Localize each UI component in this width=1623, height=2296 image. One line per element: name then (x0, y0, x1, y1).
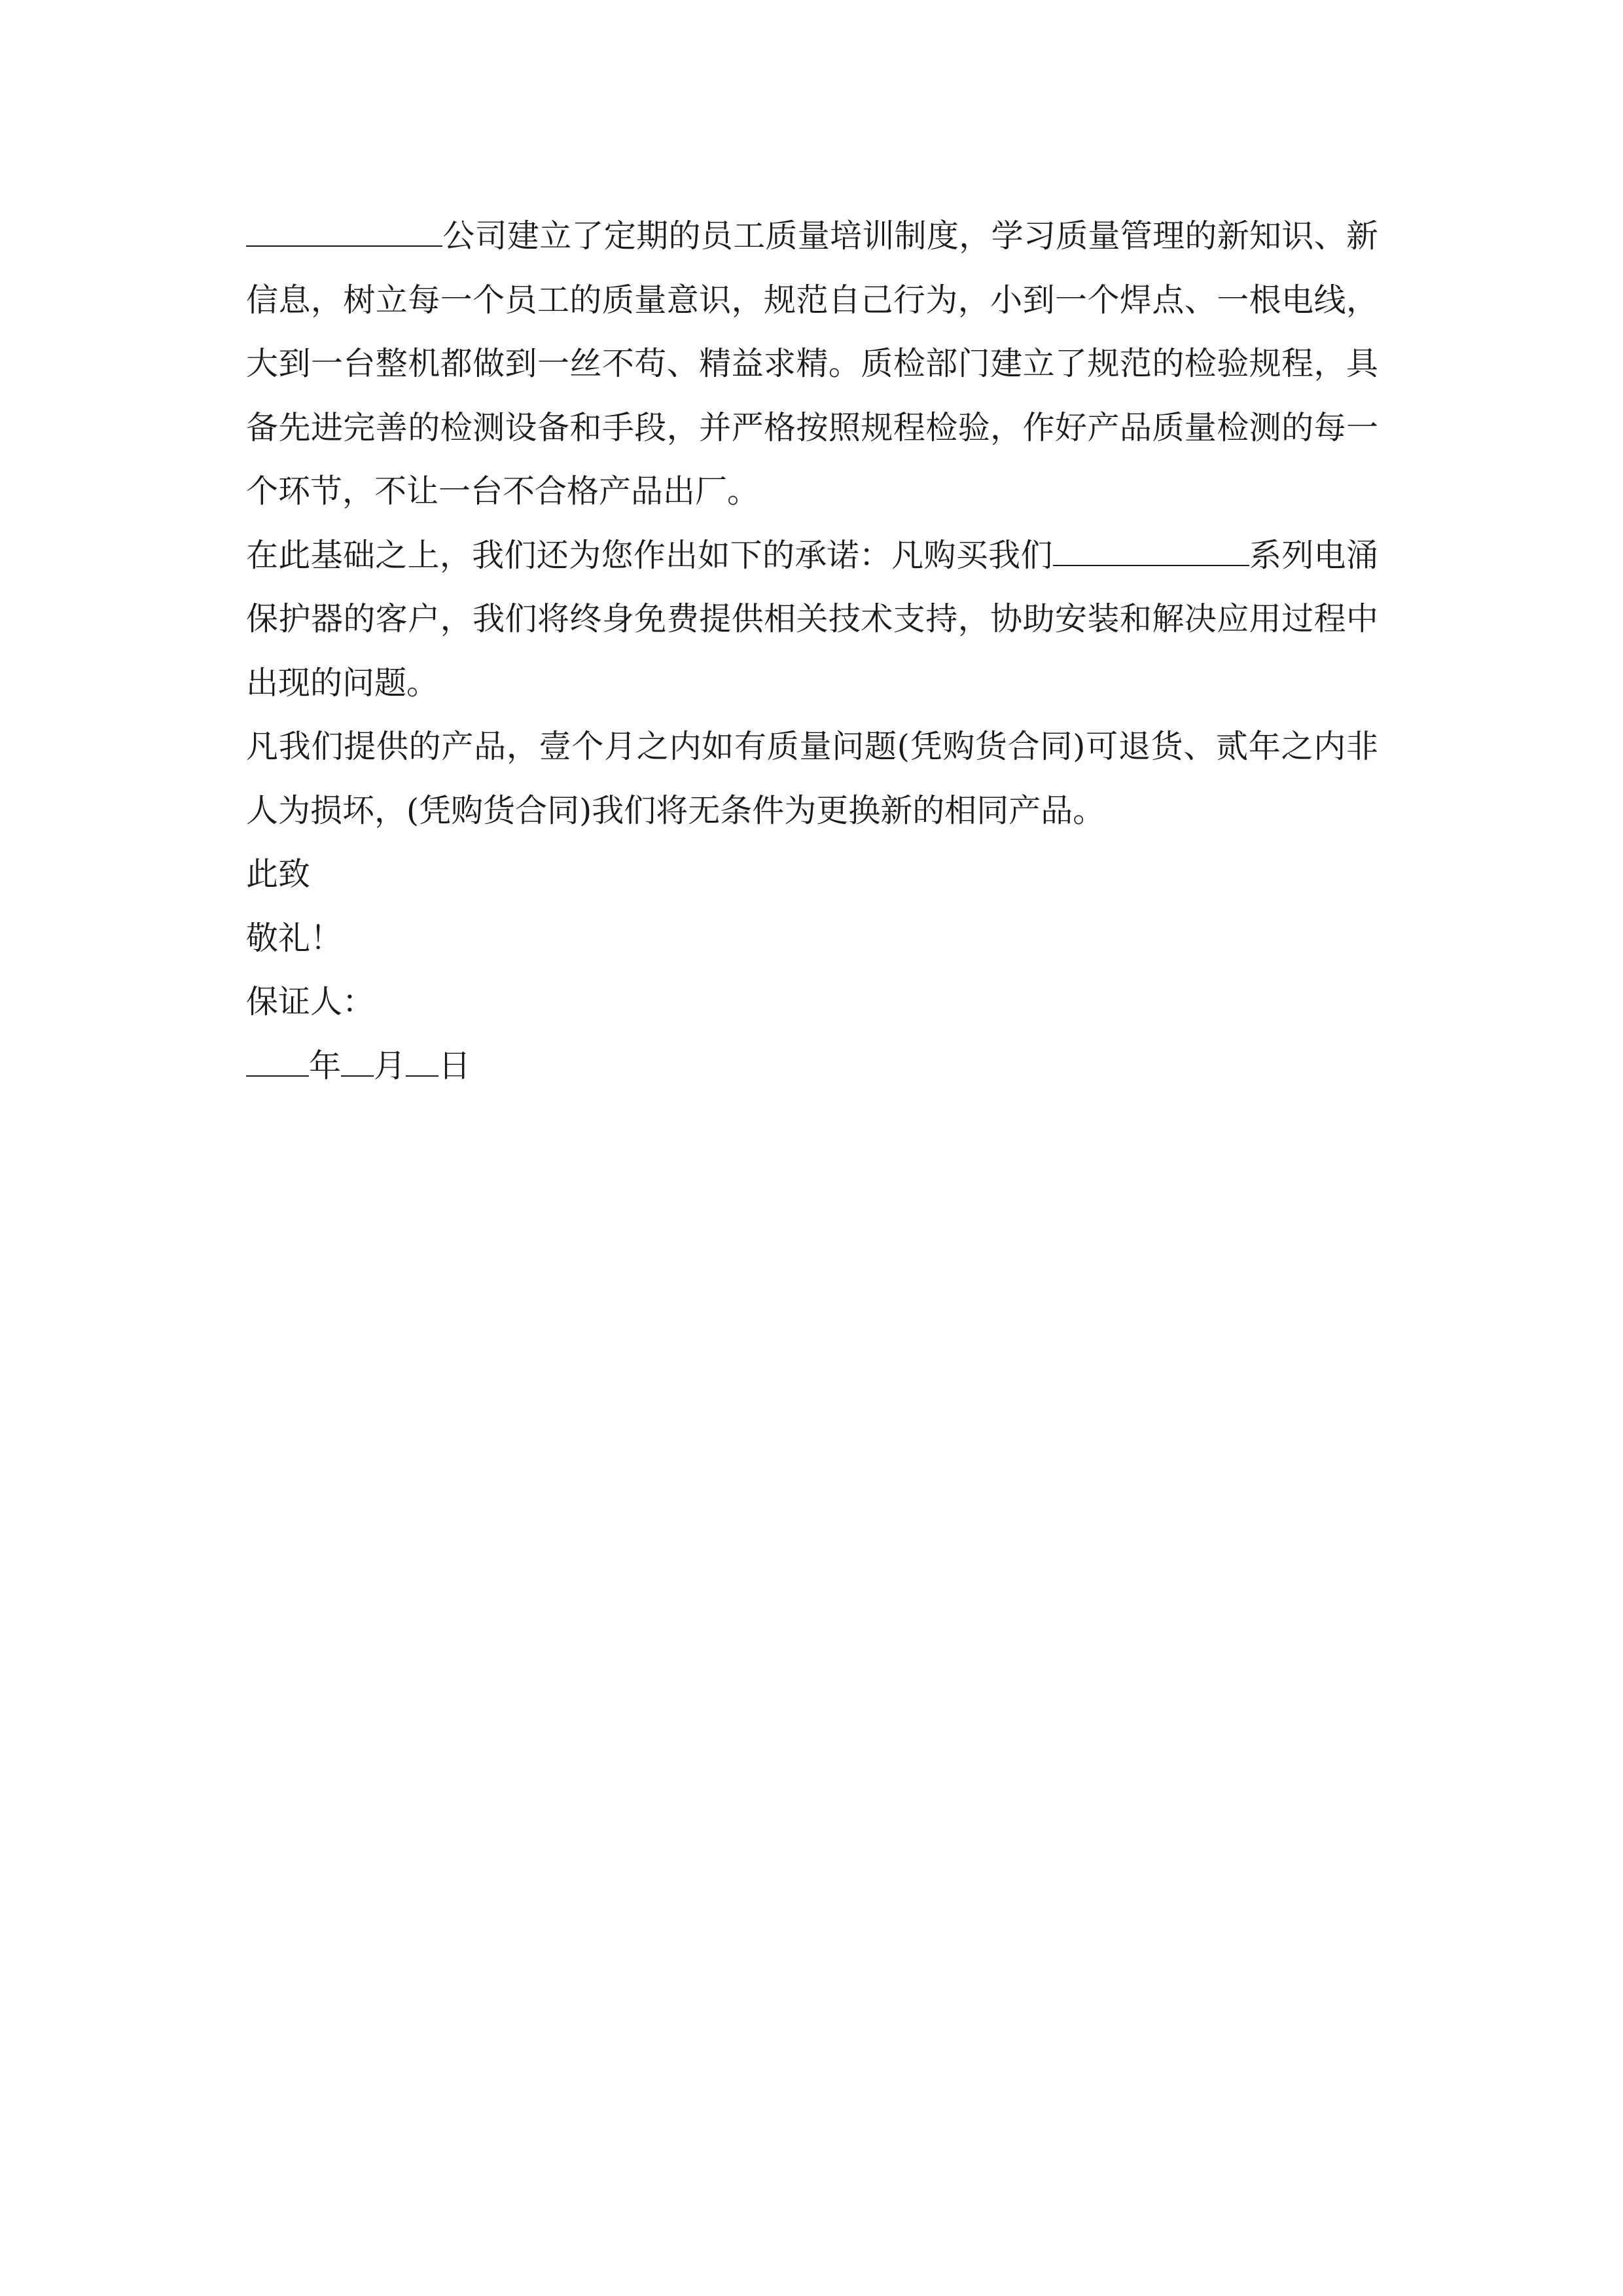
month-blank (341, 1045, 374, 1077)
day-blank (406, 1045, 438, 1077)
paragraph-quality-training (246, 204, 1378, 524)
paragraph-return-policy-text: 凡我们提供的产品，壹个月之内如有质量问题(凭购货合同)可退货、贰年之内非人为损坏，(凭购货合同)我们将无条件为更换新的相同产品。 (246, 728, 1378, 829)
paragraph-return-policy (246, 715, 1378, 842)
paragraph-commitment (246, 524, 1378, 715)
closing-salutation: 此致 (246, 855, 311, 893)
company-name-blank (246, 215, 442, 247)
paragraph-commitment-text-start: 在此基础之上，我们还为您作出如下的承诺：凡购买我们 (246, 536, 1053, 574)
day-label: 日 (438, 1047, 471, 1085)
month-label: 月 (374, 1047, 406, 1085)
year-label: 年 (309, 1047, 342, 1085)
closing-regards: 敬礼！ (246, 919, 343, 957)
year-blank (246, 1045, 309, 1077)
date-line (246, 1034, 1378, 1098)
paragraph-quality-training-text: 公司建立了定期的员工质量培训制度，学习质量管理的新知识、新信息，树立每一个员工的质量意识，规范自己行为，小到一个焊点、一根电线，大到一台整机都做到一丝不苟、精益求精。质检部门建立了规范的检验规程，具备先进完善的检测设备和手段，并严格按照规程检验，作好产品质量检测的每一个环节，不让一台不合格产品出厂。 (246, 217, 1378, 510)
product-series-blank (1053, 534, 1249, 566)
paragraph-commitment-text-end: 系列电涌保护器的客户，我们将终身免费提供相关技术支持，协助安装和解决应用过程中出现的问题。 (246, 536, 1378, 702)
guarantor-label: 保证人： (246, 983, 375, 1020)
document-body (246, 204, 1378, 1098)
